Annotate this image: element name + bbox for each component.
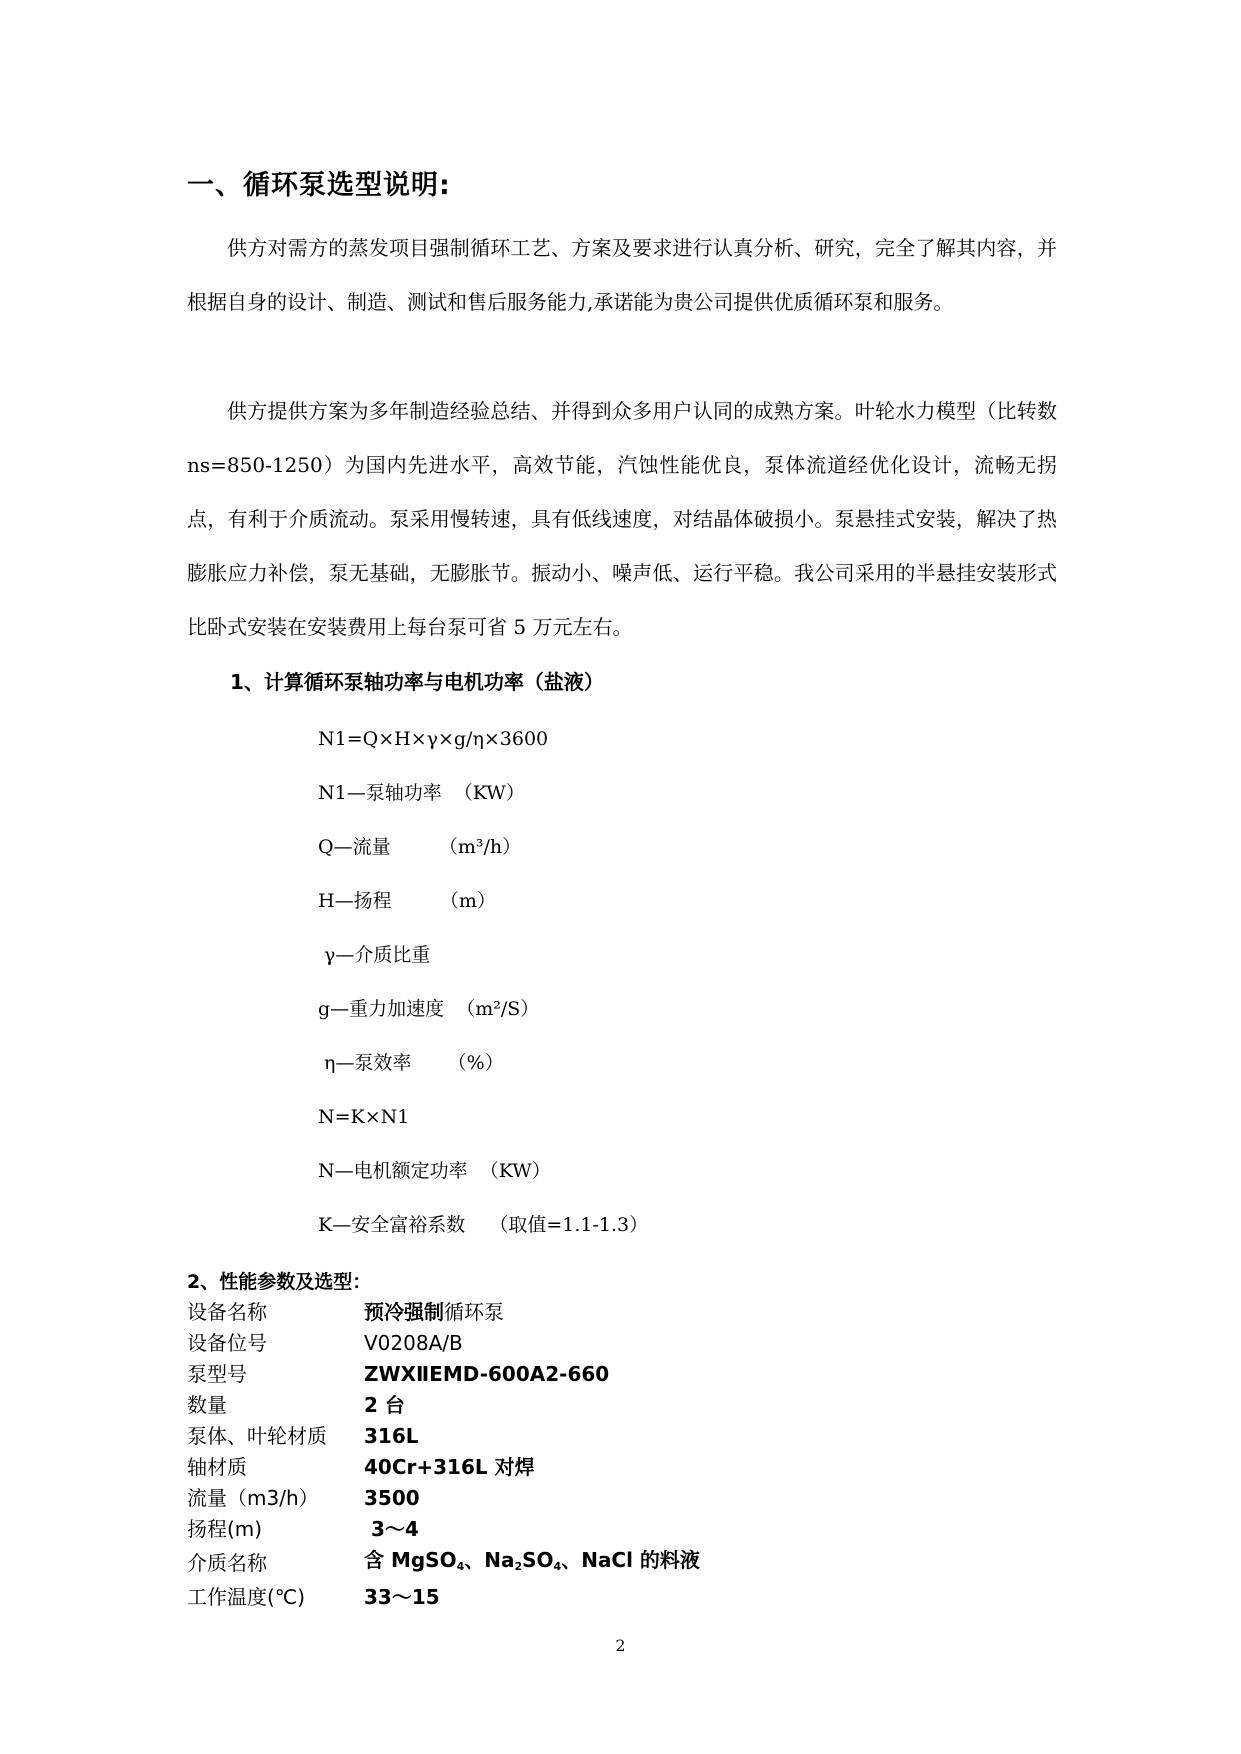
param-label: 工作温度(℃) [187, 1585, 306, 1609]
formula-item: N1=Q×H×γ×g/η×3600 [318, 728, 549, 750]
param-value [364, 1328, 700, 1359]
medium-mid2: SO [522, 1548, 554, 1572]
param-label: 泵型号 [187, 1362, 247, 1386]
medium-prefix: 含 MgSO [364, 1548, 457, 1572]
param-value: ZWXⅡEMD-600A2-660 [364, 1362, 610, 1386]
formula-item: K—安全富裕系数 （取值=1.1-1.3） [318, 1214, 649, 1236]
param-value: 3500 [364, 1486, 420, 1510]
param-row [187, 1297, 700, 1328]
solution-paragraph: 供方提供方案为多年制造经验总结、并得到众多用户认同的成熟方案。叶轮水力模型（比转数 ns=850-1250）为国内先进水平，高效节能，汽蚀性能优良，泵体流道经优化设计，流畅无拐点，有利于介质流动。泵采用慢转速，具有低线速度，对结晶体破损小。泵悬挂式安装，解决了热膨胀应力补偿，泵无基础，无膨胀节。振动小、噪声低、运行平稳。我公司采用的半悬挂安装形式比卧式安装在安装费用上每台泵可省 5 万元左右。 [187, 399, 1057, 639]
formula-item: H—扬程 （m） [318, 890, 496, 912]
param-label: 扬程(m) [187, 1517, 263, 1541]
page-number: 2 [615, 1636, 626, 1655]
formula-list [318, 712, 648, 1252]
formula-item: N1—泵轴功率 （KW） [318, 782, 525, 804]
param-value [364, 1297, 700, 1328]
param-value [364, 1545, 700, 1582]
subscript: 2 [514, 1560, 523, 1573]
param-value-text: V0208A/B [364, 1331, 463, 1355]
parameters-subheading: 2、性能参数及选型： [187, 1271, 372, 1293]
param-row [187, 1328, 700, 1359]
param-label: 介质名称 [187, 1551, 267, 1575]
param-label: 设备位号 [187, 1331, 267, 1355]
formula-item: N—电机额定功率 （KW） [318, 1160, 551, 1182]
param-label: 泵体、叶轮材质 [187, 1424, 327, 1448]
param-value: 3～4 [364, 1517, 419, 1541]
param-value: 316L [364, 1424, 419, 1448]
section-heading: 一、循环泵选型说明: [187, 170, 451, 201]
calculation-subheading: 1、计算循环泵轴功率与电机功率（盐液） [230, 670, 604, 694]
param-label: 设备名称 [187, 1300, 267, 1324]
param-label: 轴材质 [187, 1455, 247, 1479]
formula-item: Q—流量 （m³/h） [318, 836, 522, 858]
formula-item: N=K×N1 [318, 1106, 410, 1128]
formula-item: γ—介质比重 [318, 944, 431, 966]
medium-suffix: 、NaCl 的料液 [561, 1548, 700, 1572]
intro-paragraph: 供方对需方的蒸发项目强制循环工艺、方案及要求进行认真分析、研究，完全了解其内容，并根据自身的设计、制造、测试和售后服务能力,承诺能为贵公司提供优质循环泵和服务。 [187, 236, 1057, 314]
formula-item: g—重力加速度 （m²/S） [318, 998, 540, 1020]
subscript: 4 [456, 1560, 465, 1573]
param-row [187, 1452, 700, 1483]
param-row [187, 1483, 700, 1514]
param-value-bold-part: 预冷强制 [364, 1300, 444, 1324]
param-value-normal-part: 循环泵 [444, 1300, 504, 1324]
param-label: 数量 [187, 1393, 227, 1417]
param-label: 流量（m3/h） [187, 1486, 319, 1510]
param-row [187, 1545, 700, 1582]
param-row [187, 1359, 700, 1390]
param-row [187, 1421, 700, 1452]
formula-item: η—泵效率 （%） [318, 1052, 504, 1074]
subscript: 4 [553, 1560, 562, 1573]
parameters-table [187, 1297, 700, 1613]
medium-mid1: 、Na [464, 1548, 515, 1572]
param-value: 40Cr+316L 对焊 [364, 1455, 535, 1479]
param-row [187, 1514, 700, 1545]
param-row [187, 1390, 700, 1421]
param-value: 2 台 [364, 1393, 405, 1417]
param-value: 33～15 [364, 1585, 440, 1609]
param-row [187, 1582, 700, 1613]
